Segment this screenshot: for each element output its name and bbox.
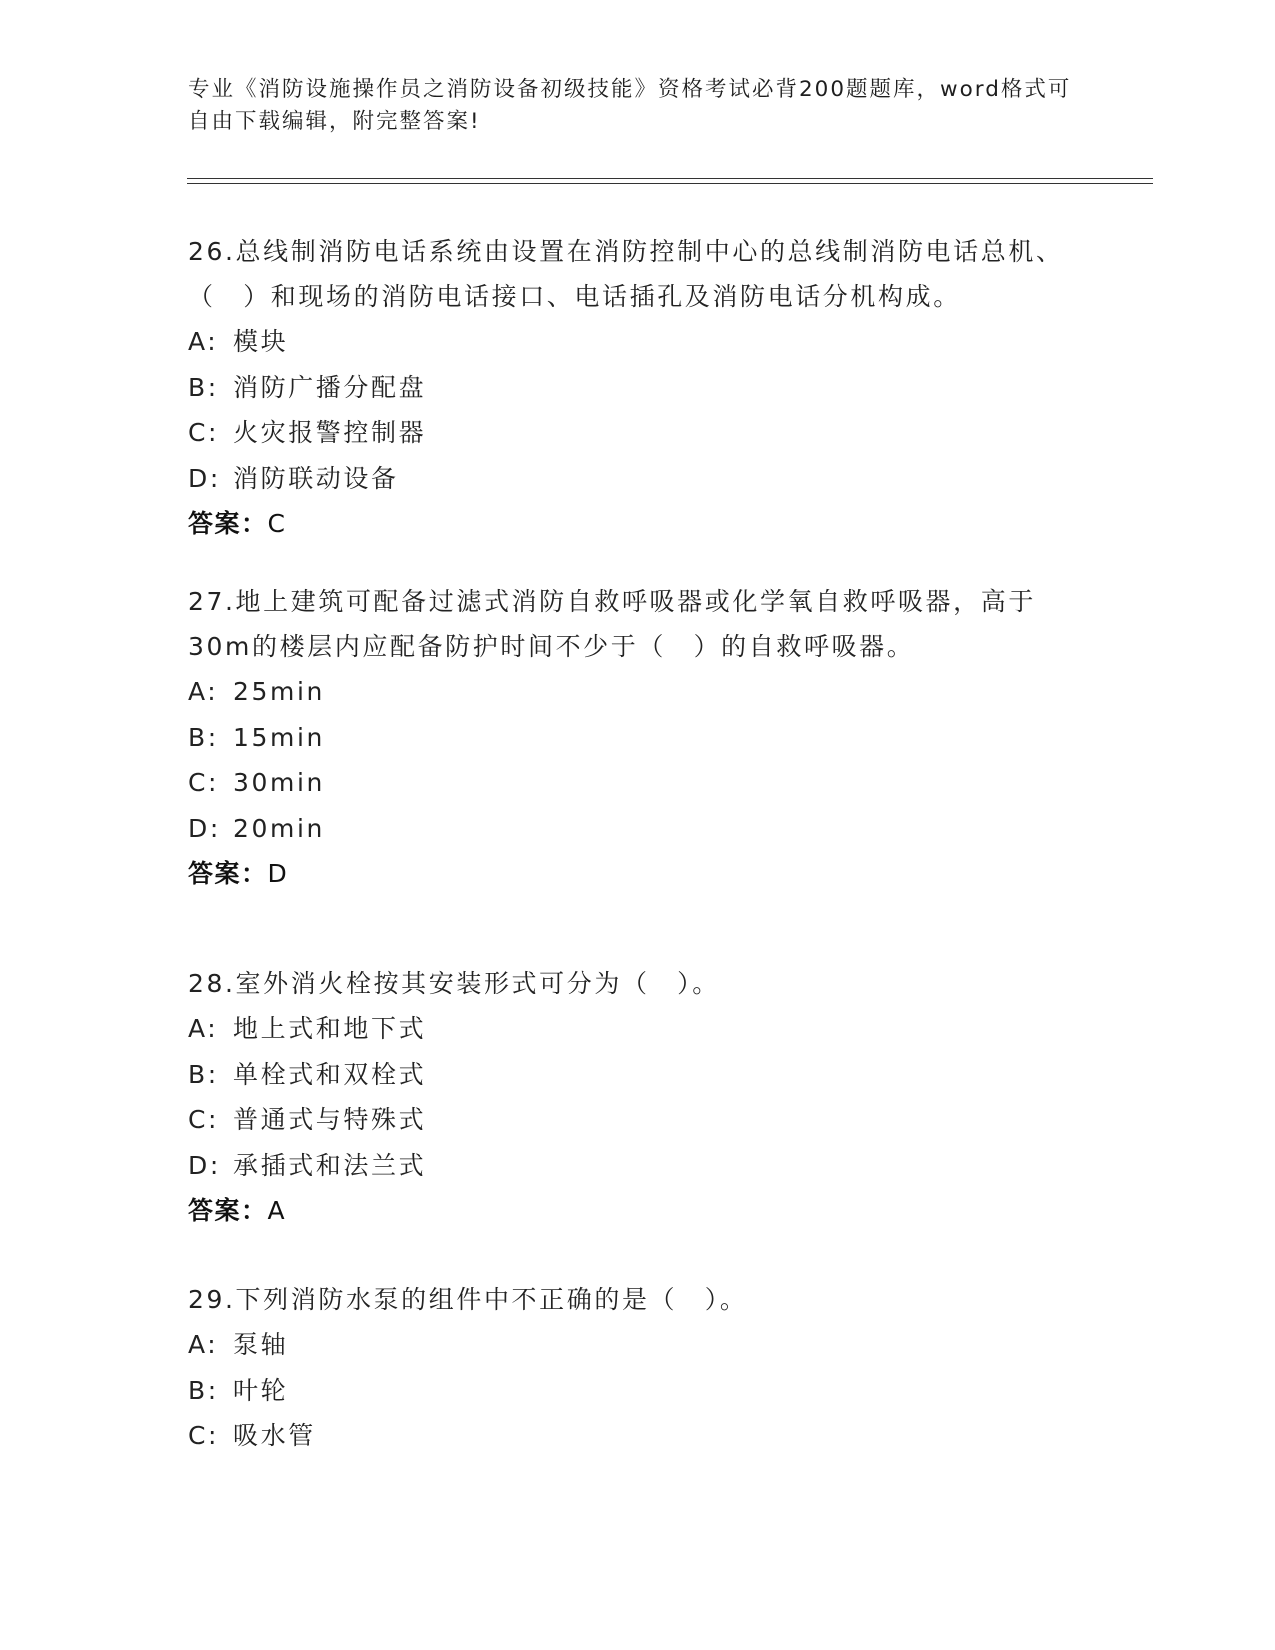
option-text: 20min — [233, 813, 325, 843]
option-text: 叶轮 — [233, 1375, 289, 1405]
option-a — [188, 319, 1088, 365]
header-rule-bottom — [187, 183, 1153, 184]
option-text: 承插式和法兰式 — [233, 1150, 427, 1180]
question-stem: 27.地上建筑可配备过滤式消防自救呼吸器或化学氧自救呼吸器，高于30m的楼层内应配备防护时间不少于（ ）的自救呼吸器。 — [188, 587, 1036, 661]
option-text: 消防广播分配盘 — [233, 372, 427, 402]
option-b — [188, 715, 1088, 761]
option-text: 火灾报警控制器 — [233, 418, 427, 447]
question-29 — [188, 1277, 1088, 1459]
answer-label: 答案： — [188, 859, 268, 888]
question-stem: 29.下列消防水泵的组件中不正确的是（ ）。 — [188, 1285, 748, 1314]
option-b — [188, 365, 1088, 411]
question-28 — [188, 961, 1088, 1234]
option-letter: A: — [188, 1330, 219, 1359]
option-text: 单栓式和双栓式 — [233, 1059, 427, 1089]
option-letter: C: — [188, 1421, 220, 1450]
option-letter: D: — [188, 813, 221, 843]
option-text: 25min — [233, 677, 325, 706]
option-letter: D: — [188, 1150, 221, 1180]
option-d — [188, 1143, 1088, 1189]
option-letter: A: — [188, 1014, 219, 1043]
answer-line — [188, 1188, 1088, 1234]
answer-value: C — [267, 509, 287, 538]
option-text: 泵轴 — [233, 1330, 289, 1359]
option-a — [188, 1006, 1088, 1052]
option-c — [188, 1413, 1088, 1459]
option-d — [188, 806, 1088, 852]
option-letter: C: — [188, 418, 220, 447]
option-text: 吸水管 — [233, 1421, 316, 1450]
answer-label: 答案： — [188, 509, 268, 538]
option-letter: A: — [188, 677, 219, 706]
option-letter: C: — [188, 1105, 220, 1134]
option-text: 普通式与特殊式 — [233, 1105, 427, 1134]
question-27 — [188, 579, 1088, 897]
option-a — [188, 669, 1088, 715]
option-text: 15min — [233, 722, 325, 752]
option-text: 模块 — [233, 327, 289, 356]
answer-label: 答案： — [188, 1196, 268, 1225]
answer-line — [188, 501, 1088, 547]
option-c — [188, 410, 1088, 456]
option-letter: B: — [188, 1375, 219, 1405]
option-a — [188, 1322, 1088, 1368]
option-text: 30min — [233, 768, 325, 797]
header-rule-top — [187, 178, 1153, 179]
option-letter: B: — [188, 372, 219, 402]
question-stem: 28.室外消火栓按其安装形式可分为（ ）。 — [188, 969, 720, 998]
option-b — [188, 1052, 1088, 1098]
option-letter: B: — [188, 722, 219, 752]
question-stem: 26.总线制消防电话系统由设置在消防控制中心的总线制消防电话总机、（ ）和现场的消防电话接口、电话插孔及消防电话分机构成。 — [188, 237, 1064, 311]
option-letter: D: — [188, 463, 221, 493]
option-text: 地上式和地下式 — [233, 1014, 427, 1043]
answer-value: D — [267, 859, 289, 888]
answer-value: A — [267, 1196, 287, 1225]
question-26 — [188, 229, 1088, 547]
option-d — [188, 456, 1088, 502]
option-letter: A: — [188, 327, 219, 356]
document-header: 专业《消防设施操作员之消防设备初级技能》资格考试必背200题题库，word格式可自由下载编辑，附完整答案! — [188, 77, 1072, 134]
option-letter: B: — [188, 1059, 219, 1089]
option-letter: C: — [188, 768, 220, 797]
option-b — [188, 1368, 1088, 1414]
option-c — [188, 760, 1088, 806]
option-text: 消防联动设备 — [233, 463, 399, 493]
option-c — [188, 1097, 1088, 1143]
answer-line — [188, 851, 1088, 897]
